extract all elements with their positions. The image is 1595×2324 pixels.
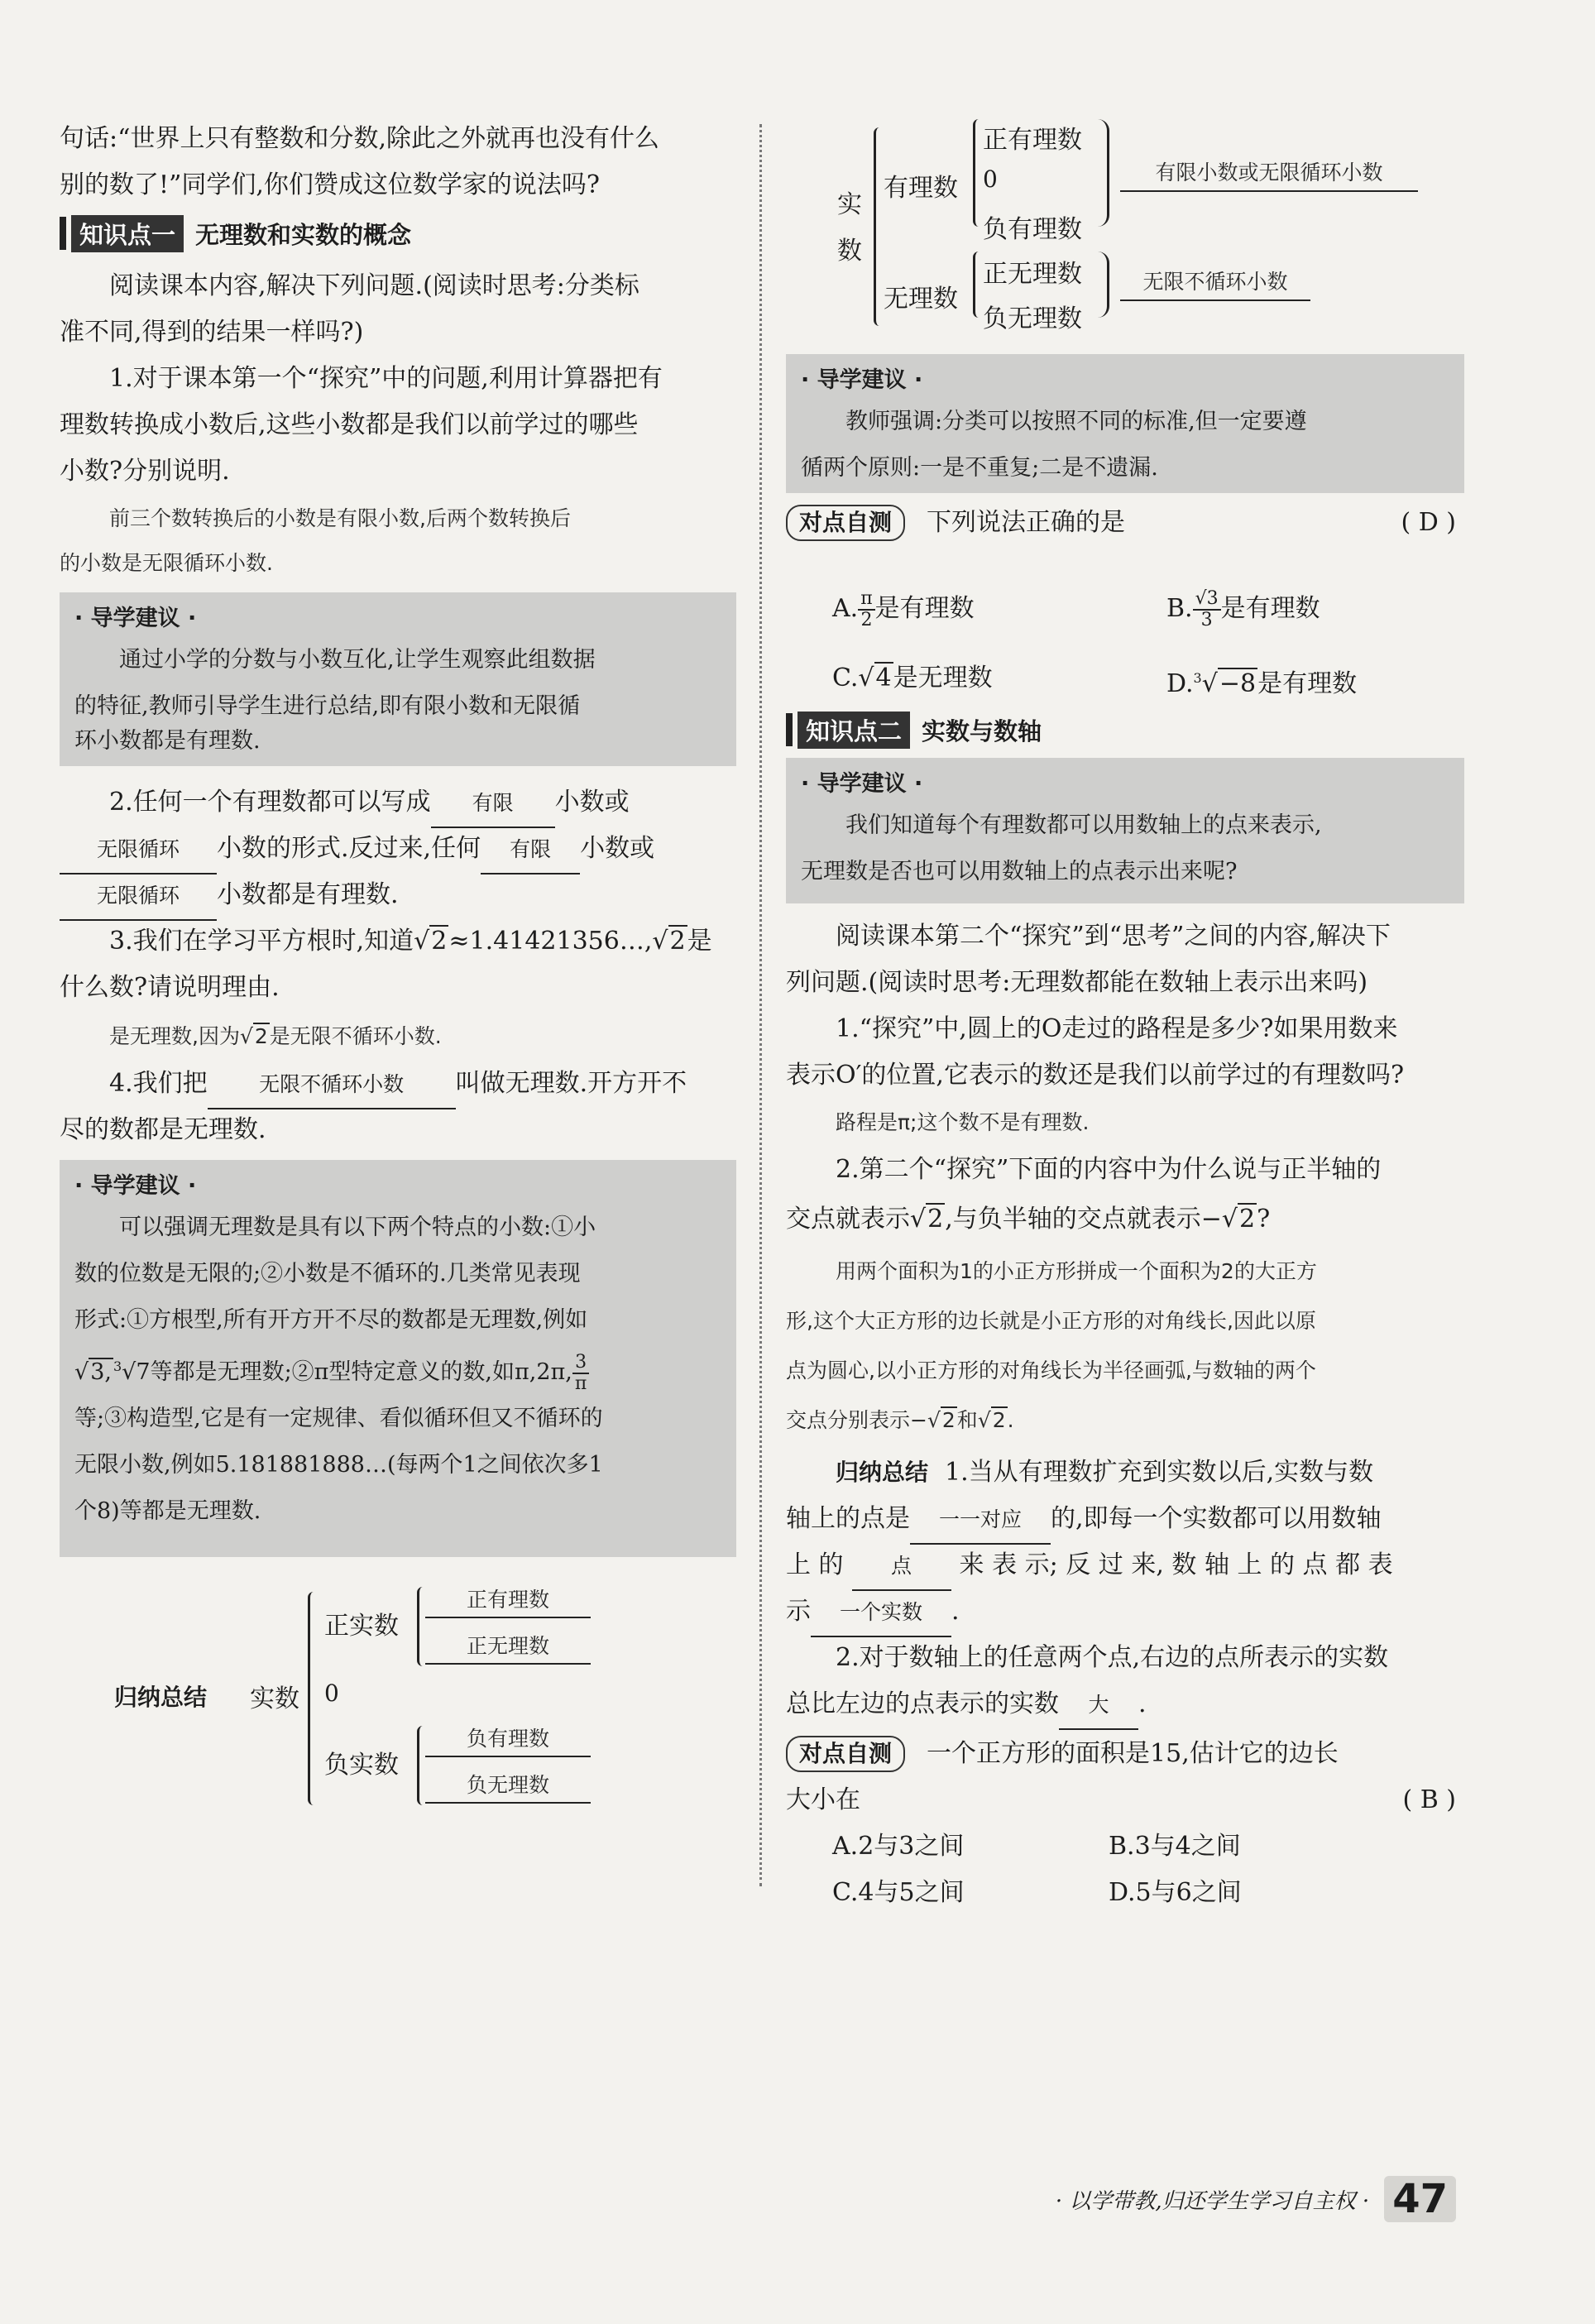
tree-leaf: 正有理数 <box>425 1584 591 1618</box>
summary-label: 归纳总结 <box>836 1459 929 1486</box>
question-2 <box>60 779 630 828</box>
section-tag: 知识点二 <box>798 712 910 749</box>
tree-brace <box>308 1592 314 1805</box>
tree-note: 有限小数或无限循环小数 <box>1120 156 1418 192</box>
question-2 <box>60 872 399 921</box>
fill-blank <box>431 779 555 828</box>
fill-answer: 大 <box>1088 1693 1109 1717</box>
fill-answer: 有限 <box>510 837 552 861</box>
fraction-denominator: π <box>574 1373 587 1394</box>
a-text: 和 <box>956 1408 978 1432</box>
fraction <box>1193 589 1221 630</box>
self-test-2 <box>786 1731 1464 1777</box>
a-text: . <box>1007 1408 1014 1432</box>
q3-text: 3.我们在学习平方根时,知道 <box>109 927 414 956</box>
tree-note: 无限不循环小数 <box>1120 265 1310 301</box>
question-1: 1.对于课本第一个“探究”中的问题,利用计算器把有 <box>109 364 663 393</box>
choice-text: 是有理数 <box>1220 594 1320 623</box>
section-heading-1 <box>60 213 411 253</box>
choice-label: D. <box>1166 669 1194 698</box>
fill-answer: 一一对应 <box>938 1507 1022 1531</box>
guide-box-3 <box>786 354 1464 493</box>
choice-label: A. <box>832 594 859 623</box>
summary-text: 上 的 <box>786 1550 844 1579</box>
tree-leaf: 正无理数 <box>425 1630 591 1665</box>
footer-motto: · 以学带教,归还学生学习自主权 · <box>1055 2188 1370 2214</box>
tree-brace <box>874 127 879 326</box>
question-r2: 交点就表示√2,与负半轴的交点就表示−√2? <box>786 1205 1271 1234</box>
tree-brace <box>417 1726 423 1805</box>
root-index: 3 <box>1193 670 1202 686</box>
choice-d: D.5与6之间 <box>1109 1878 1242 1907</box>
summary-text: 示 <box>786 1597 811 1626</box>
guide-title: · 导学建议 · <box>801 771 923 797</box>
guide-text: 循两个原则:一是不重复;二是不遗漏. <box>801 455 1158 481</box>
summary-text: . <box>1138 1689 1147 1718</box>
guide-text: 的特征,教师引导学生进行总结,即有限小数和无限循 <box>74 693 581 719</box>
section-heading-2 <box>786 710 1042 750</box>
fraction-numerator: π <box>858 589 874 611</box>
guide-text: 形式:①方根型,所有开方开不尽的数都是无理数,例如 <box>74 1307 588 1333</box>
q2-text: 2.任何一个有理数都可以写成 <box>109 788 431 817</box>
choice-c: C.√4是无理数 <box>832 664 993 692</box>
section-tag: 知识点一 <box>71 215 184 252</box>
fill-blank <box>60 826 217 874</box>
choice-c: C.4与5之间 <box>832 1878 965 1907</box>
fill-blank <box>811 1588 951 1637</box>
sqrt-radicand: 2 <box>1239 1205 1256 1234</box>
q4-text: 叫做无理数.开方开不 <box>455 1069 687 1098</box>
summary-2 <box>786 1681 1147 1730</box>
sqrt-radicand: −8 <box>1219 669 1257 698</box>
self-test-tag: 对点自测 <box>786 1736 905 1772</box>
intro-line: 别的数了!”同学们,你们赞成这位数学家的说法吗? <box>60 170 601 199</box>
choice-text: 是无理数 <box>893 664 993 692</box>
q-text: ? <box>1257 1205 1271 1234</box>
question-4: 尽的数都是无理数. <box>60 1115 266 1144</box>
choice-label: B. <box>1166 594 1193 623</box>
summary-text: 的,即每一个实数都可以用数轴 <box>1051 1504 1382 1533</box>
summary-text: 来 表 示; 反 过 来, 数 轴 上 的 点 都 表 <box>959 1550 1393 1579</box>
summary-2 <box>836 1450 1373 1496</box>
choice-b <box>1166 584 1320 634</box>
fill-answer: 点 <box>891 1554 912 1578</box>
reading-prompt: 阅读课本第二个“探究”到“思考”之间的内容,解决下 <box>836 922 1391 951</box>
guide-title: · 导学建议 · <box>74 606 197 631</box>
sqrt-radicand: 4 <box>875 664 892 692</box>
fill-answer: 有限 <box>472 791 514 815</box>
summary-2 <box>786 1588 960 1637</box>
a3-text: 是无限不循环小数. <box>269 1024 442 1048</box>
tree-brace <box>973 252 979 318</box>
guide-text: 无理数是否也可以用数轴上的点表示出来呢? <box>801 859 1238 884</box>
q2-text: 小数都是有理数. <box>217 880 399 909</box>
sqrt-radicand: 2 <box>927 1205 944 1234</box>
question-r1: 表示O′的位置,它表示的数还是我们以前学过的有理数吗? <box>786 1061 1405 1090</box>
tree-node: 0 <box>324 1680 339 1707</box>
summary-text: 轴上的点是 <box>786 1504 910 1533</box>
fill-answer: 一个实数 <box>839 1600 922 1624</box>
sqrt-radicand: 2 <box>941 1408 956 1432</box>
q2-text: 小数或 <box>554 788 630 817</box>
tree-brace <box>1094 119 1109 227</box>
tree-leaf: 正有理数 <box>983 126 1082 155</box>
tree-leaf: 负有理数 <box>983 215 1082 244</box>
tree-leaf: 0 <box>983 165 998 193</box>
tree-root: 实数 <box>837 190 862 266</box>
q2-text: 小数的形式.反过来,任何 <box>217 834 481 863</box>
fill-blank <box>852 1542 951 1591</box>
guide-text: 等;③构造型,它是有一定规律、看似循环但又不循环的 <box>74 1406 603 1431</box>
guide-box-4 <box>786 758 1464 903</box>
self-test-question: 下列说法正确的是 <box>927 508 1126 537</box>
column-divider <box>759 124 762 1886</box>
choice-text: 是有理数 <box>874 594 975 623</box>
section-title: 无理数和实数的概念 <box>195 220 412 249</box>
sqrt-radicand: 2 <box>254 1024 268 1048</box>
q-text: ,与负半轴的交点就表示− <box>945 1205 1222 1234</box>
fraction <box>858 589 874 630</box>
answer-1: 前三个数转换后的小数是有限小数,后两个数转换后 <box>109 506 571 530</box>
real-number-summary-tree <box>60 1572 736 1820</box>
guide-title: · 导学建议 · <box>801 367 923 393</box>
reading-prompt: 阅读课本内容,解决下列问题.(阅读时思考:分类标 <box>109 271 639 300</box>
section-bar <box>786 713 793 746</box>
answer-r2: 用两个面积为1的小正方形拼成一个面积为2的大正方 <box>836 1259 1317 1283</box>
question-3: 3.我们在学习平方根时,知道√2≈1.41421356…,√2是 <box>109 927 712 956</box>
q3-text: 是 <box>687 927 712 956</box>
fill-blank <box>208 1061 456 1109</box>
fraction-denominator: 3 <box>1200 610 1213 630</box>
q4-text: 4.我们把 <box>109 1069 208 1098</box>
guide-math: 3, <box>90 1359 112 1385</box>
fraction-denominator: 2 <box>860 610 873 630</box>
fraction-numerator: 3 <box>572 1353 589 1374</box>
sqrt-radicand: 2 <box>992 1408 1006 1432</box>
question-2 <box>60 826 654 874</box>
question-r1: 1.“探究”中,圆上的O走过的路程是多少?如果用数来 <box>836 1014 1398 1043</box>
choice-text: 是有理数 <box>1257 669 1358 698</box>
self-test-question: 大小在 <box>786 1785 860 1814</box>
choice-d: D.$^3$√−8是有理数 <box>1166 669 1358 698</box>
guide-box-2 <box>60 1160 736 1557</box>
guide-text: 无限小数,例如5.181881888…(每两个1之间依次多1 <box>74 1452 603 1478</box>
tree-leaf: 负无理数 <box>983 304 1082 333</box>
fill-answer: 无限不循环小数 <box>259 1072 405 1096</box>
summary-2 <box>786 1542 1393 1591</box>
page-footer <box>1056 2176 1456 2222</box>
tree-node: 负实数 <box>324 1751 399 1780</box>
classification-tree <box>786 116 1464 339</box>
reading-prompt: 列问题.(阅读时思考:无理数都能在数轴上表示出来吗) <box>786 968 1368 997</box>
tree-brace <box>1094 252 1109 318</box>
choice-label: C. <box>832 664 859 692</box>
section-title: 实数与数轴 <box>922 716 1042 745</box>
summary-text: . <box>951 1597 960 1626</box>
fill-answer: 无限循环 <box>96 837 180 861</box>
answer-1: 的小数是无限循环小数. <box>60 551 273 575</box>
question-1: 小数?分别说明. <box>60 457 230 486</box>
tree-leaf: 正无理数 <box>983 260 1082 289</box>
guide-text: 个8)等都是无理数. <box>74 1498 261 1524</box>
answer-r2: 形,这个大正方形的边长就是小正方形的对角线长,因此以原 <box>786 1309 1316 1333</box>
question-1: 理数转换成小数后,这些小数都是我们以前学过的哪些 <box>60 410 639 439</box>
page-number: 47 <box>1384 2176 1456 2222</box>
q-text: 交点就表示 <box>786 1205 910 1234</box>
fill-blank <box>481 826 580 874</box>
tree-brace <box>417 1587 423 1666</box>
guide-math: 7等都是无理数;②π型特定意义的数,如π,2π, <box>136 1359 572 1385</box>
answer-3: 是无理数,因为√2是无限不循环小数. <box>109 1024 442 1048</box>
fill-blank <box>910 1496 1051 1545</box>
tree-node: 无理数 <box>884 285 958 314</box>
self-test-tag: 对点自测 <box>786 505 905 541</box>
summary-2 <box>786 1496 1382 1545</box>
answer-r2: 点为圆心,以小正方形的对角线长为半径画弧,与数轴的两个 <box>786 1358 1316 1382</box>
summary-label: 归纳总结 <box>114 1684 208 1711</box>
answer-r2: 交点分别表示−√2和√2. <box>786 1408 1014 1432</box>
fraction <box>572 1353 589 1394</box>
fill-blank <box>60 872 217 921</box>
a-text: 交点分别表示− <box>786 1408 927 1432</box>
tree-node: 正实数 <box>324 1612 399 1641</box>
guide-text: 教师强调:分类可以按照不同的标准,但一定要遵 <box>845 409 1307 434</box>
self-test-answer: ( D ) <box>1401 508 1456 537</box>
self-test-1 <box>786 500 1464 546</box>
summary-text: 总比左边的点表示的实数 <box>786 1689 1059 1718</box>
tree-leaf: 负无理数 <box>425 1769 591 1804</box>
guide-text: 通过小学的分数与小数互化,让学生观察此组数据 <box>119 647 596 673</box>
self-test-answer: ( B ) <box>1402 1785 1456 1814</box>
reading-prompt: 准不同,得到的结果一样吗?) <box>60 318 364 347</box>
guide-text: 环小数都是有理数. <box>74 728 261 754</box>
tree-node: 有理数 <box>884 174 958 203</box>
tree-root: 实数 <box>250 1684 299 1713</box>
question-r2: 2.第二个“探究”下面的内容中为什么说与正半轴的 <box>836 1155 1382 1184</box>
q3-text: ≈1.41421356…, <box>448 927 653 956</box>
guide-text: 可以强调无理数是具有以下两个特点的小数:①小 <box>119 1215 596 1240</box>
question-3: 什么数?请说明理由. <box>60 973 280 1002</box>
section-bar <box>60 217 66 250</box>
sqrt-radicand: 2 <box>431 927 448 956</box>
fraction-numerator: √3 <box>1193 589 1221 611</box>
intro-line: 句话:“世界上只有整数和分数,除此之外就再也没有什么 <box>60 124 659 153</box>
tree-leaf: 负有理数 <box>425 1723 591 1757</box>
guide-text: √3, $^3$√7等都是无理数;②π型特定意义的数,如π,2π, $\frac{3}{\pi}$ <box>74 1344 721 1396</box>
guide-text: 数的位数是无限的;②小数是不循环的.几类常见表现 <box>74 1261 581 1287</box>
a3-text: 是无理数,因为 <box>109 1024 240 1048</box>
choice-a: A.2与3之间 <box>832 1832 965 1861</box>
choice-a <box>832 584 975 634</box>
choice-b: B.3与4之间 <box>1109 1832 1241 1861</box>
guide-text: 我们知道每个有理数都可以用数轴上的点来表示, <box>845 812 1322 838</box>
q2-text: 小数或 <box>580 834 655 863</box>
self-test-2 <box>786 1777 1464 1823</box>
answer-r1: 路程是π;这个数不是有理数. <box>836 1110 1090 1134</box>
self-test-question: 一个正方形的面积是15,估计它的边长 <box>927 1739 1339 1768</box>
question-4 <box>109 1061 687 1109</box>
fill-blank <box>1059 1681 1138 1730</box>
guide-title: · 导学建议 · <box>74 1173 197 1199</box>
summary-2: 2.对于数轴上的任意两个点,右边的点所表示的实数 <box>836 1643 1389 1672</box>
fill-answer: 无限循环 <box>96 884 180 908</box>
guide-box-1 <box>60 592 736 766</box>
summary-text: 1.当从有理数扩充到实数以后,实数与数 <box>945 1458 1374 1487</box>
tree-brace <box>973 119 979 227</box>
sqrt-radicand: 2 <box>669 927 686 956</box>
